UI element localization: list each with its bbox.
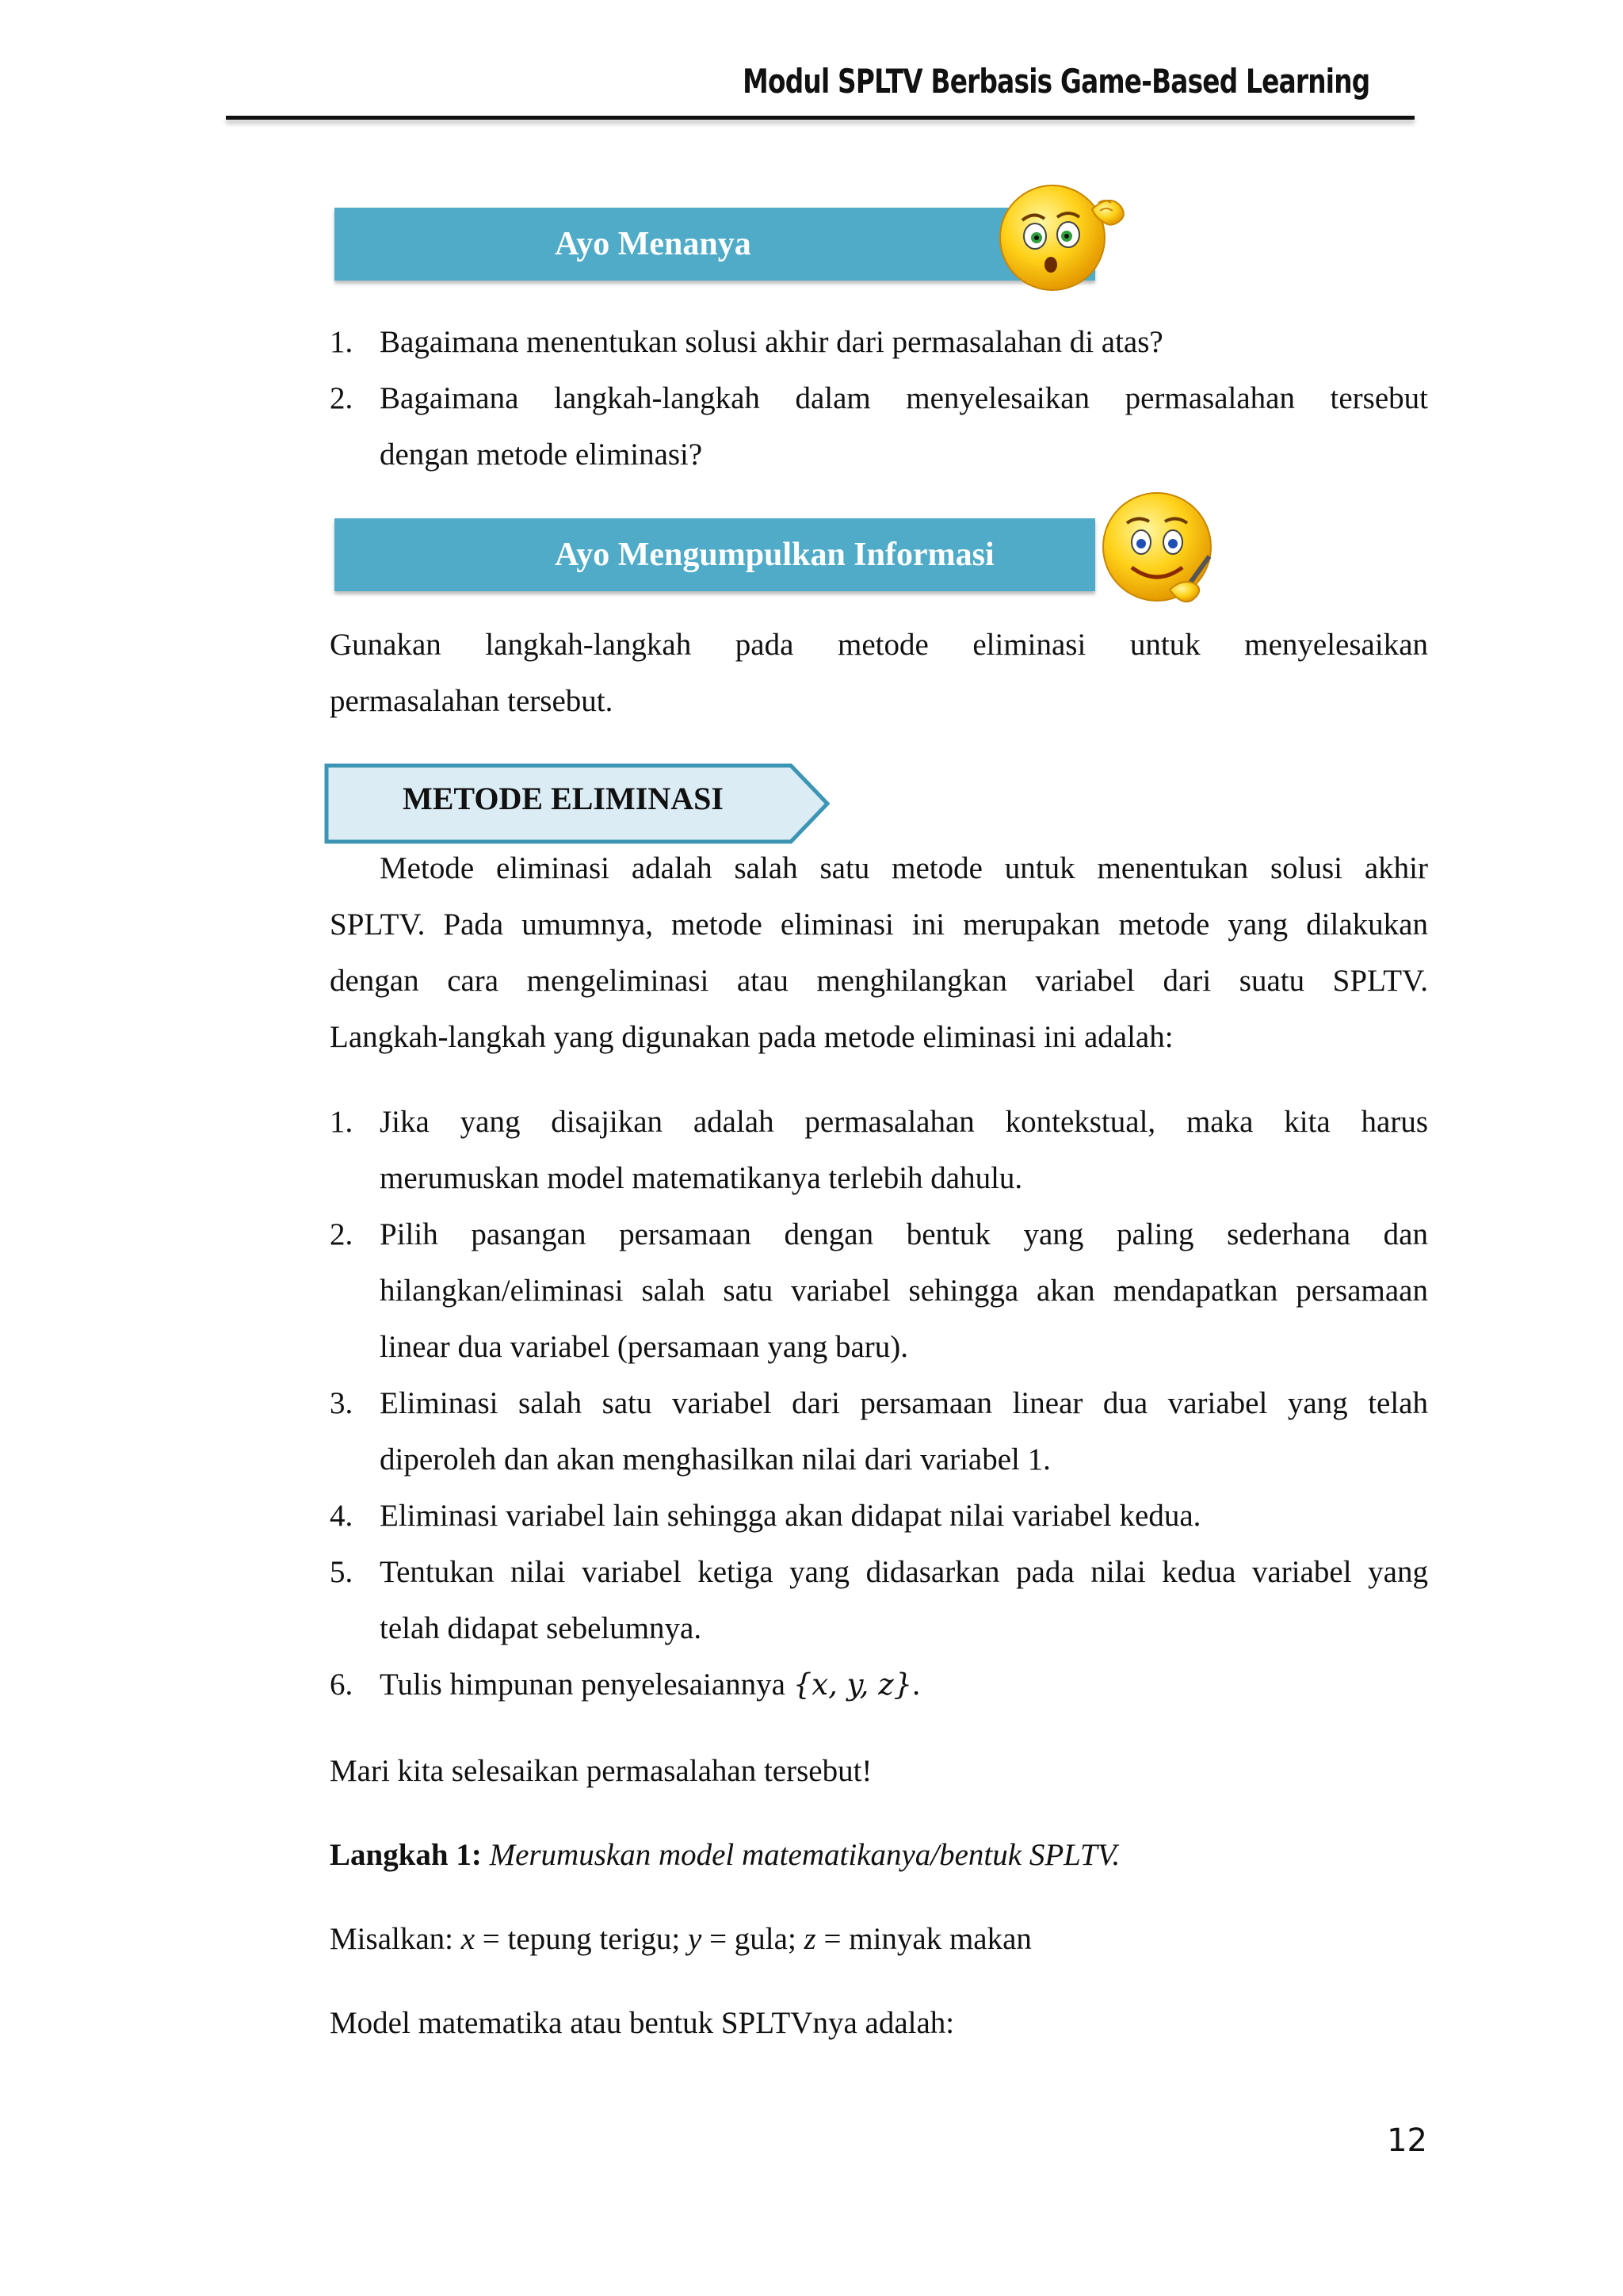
step-text: merumuskan model matematikanya terlebih dahulu. [380, 1161, 1023, 1195]
var-desc: = gula; [701, 1922, 804, 1956]
intro-line: Gunakan langkah-langkah pada metode eliminasi untuk menyelesaikan [330, 628, 1428, 662]
step-text: hilangkan/eliminasi salah satu variabel sehingga akan mendapatkan persamaan [380, 1274, 1428, 1308]
list-item [330, 1094, 1428, 1206]
steps-list [330, 1094, 1428, 1713]
list-item [330, 1375, 1428, 1488]
method-label-box [323, 762, 831, 853]
question-list [330, 314, 1428, 483]
list-item [330, 370, 1428, 483]
step-text: telah didapat sebelumnya. [380, 1611, 702, 1645]
list-item [330, 1206, 1428, 1375]
step-text: Tentukan nilai variabel ketiga yang didasarkan pada nilai kedua variabel yang [380, 1555, 1428, 1589]
question-text: Bagaimana menentukan solusi akhir dari permasalahan di atas? [380, 325, 1163, 359]
var-symbol: y [688, 1922, 702, 1956]
page-number: 12 [1387, 2122, 1427, 2159]
step1-text: Merumuskan model matematikanya/bentuk SPLTV. [489, 1838, 1121, 1872]
solution-set: {x, y, z} [792, 1668, 913, 1702]
list-number: 4. [330, 1499, 353, 1533]
list-item [330, 1488, 1428, 1544]
step-text: Eliminasi salah satu variabel dari persamaan linear dua variabel yang telah [380, 1386, 1428, 1420]
question-text: Bagaimana langkah-langkah dalam menyelesaikan permasalahan tersebut [380, 381, 1428, 415]
method-description [330, 840, 1428, 1065]
list-number: 6. [330, 1668, 353, 1702]
running-head: Modul SPLTV Berbasis Game-Based Learning [742, 62, 1369, 101]
var-symbol: x [460, 1922, 475, 1956]
list-item [330, 1656, 1428, 1713]
step-suffix: . [912, 1668, 920, 1702]
header-rule [226, 116, 1415, 120]
step-text: Tulis himpunan penyelesaiannya [380, 1668, 793, 1702]
list-item [330, 314, 1428, 370]
list-number: 5. [330, 1555, 353, 1589]
list-number: 2. [330, 381, 353, 415]
section-banner-ask [334, 208, 1095, 281]
list-number: 2. [330, 1217, 353, 1251]
var-symbol: z [804, 1922, 816, 1956]
intro-line: permasalahan tersebut. [330, 684, 613, 718]
step1-line [330, 1836, 1120, 1875]
model-intro: Model matematika atau bentuk SPLTVnya adalah: [330, 2006, 955, 2040]
step1-label: Langkah 1: [330, 1838, 482, 1872]
var-desc: = tepung terigu; [475, 1922, 688, 1956]
description-line: Metode eliminasi adalah salah satu metode untuk menentukan solusi akhir [380, 851, 1428, 885]
collect-intro [330, 617, 1428, 729]
step-text: Eliminasi variabel lain sehingga akan didapat nilai variabel kedua. [380, 1499, 1201, 1533]
method-label: METODE ELIMINASI [403, 781, 724, 816]
thinking-smiley-icon [991, 174, 1133, 293]
step-text: Jika yang disajikan adalah permasalahan kontekstual, maka kita harus [380, 1105, 1428, 1139]
invite-text: Mari kita selesaikan permasalahan tersebut! [330, 1754, 873, 1788]
section-banner-collect [334, 518, 1095, 591]
section-title: Ayo Mengumpulkan Informasi [555, 537, 995, 573]
description-line: dengan cara mengeliminasi atau menghilangkan variabel dari suatu SPLTV. [330, 964, 1428, 998]
description-line: SPLTV. Pada umumnya, metode eliminasi ini merupakan metode yang dilakukan [330, 907, 1428, 942]
let-prefix: Misalkan: [330, 1922, 461, 1956]
step-text-line [380, 1656, 1428, 1713]
writing-smiley-icon [1094, 485, 1220, 612]
var-desc: = minyak makan [815, 1922, 1032, 1956]
list-number: 1. [330, 325, 353, 359]
description-line: Langkah-langkah yang digunakan pada metode eliminasi ini adalah: [330, 1020, 1174, 1054]
question-text: dengan metode eliminasi? [380, 437, 703, 472]
list-number: 1. [330, 1105, 353, 1139]
step-text: Pilih pasangan persamaan dengan bentuk yang paling sederhana dan [380, 1217, 1428, 1251]
step-text: diperoleh dan akan menghasilkan nilai dari variabel 1. [380, 1442, 1051, 1477]
step-text: linear dua variabel (persamaan yang baru). [380, 1330, 908, 1364]
variables-line [330, 1920, 1032, 1959]
list-number: 3. [330, 1386, 353, 1420]
section-title: Ayo Menanya [555, 226, 751, 262]
list-item [330, 1544, 1428, 1656]
